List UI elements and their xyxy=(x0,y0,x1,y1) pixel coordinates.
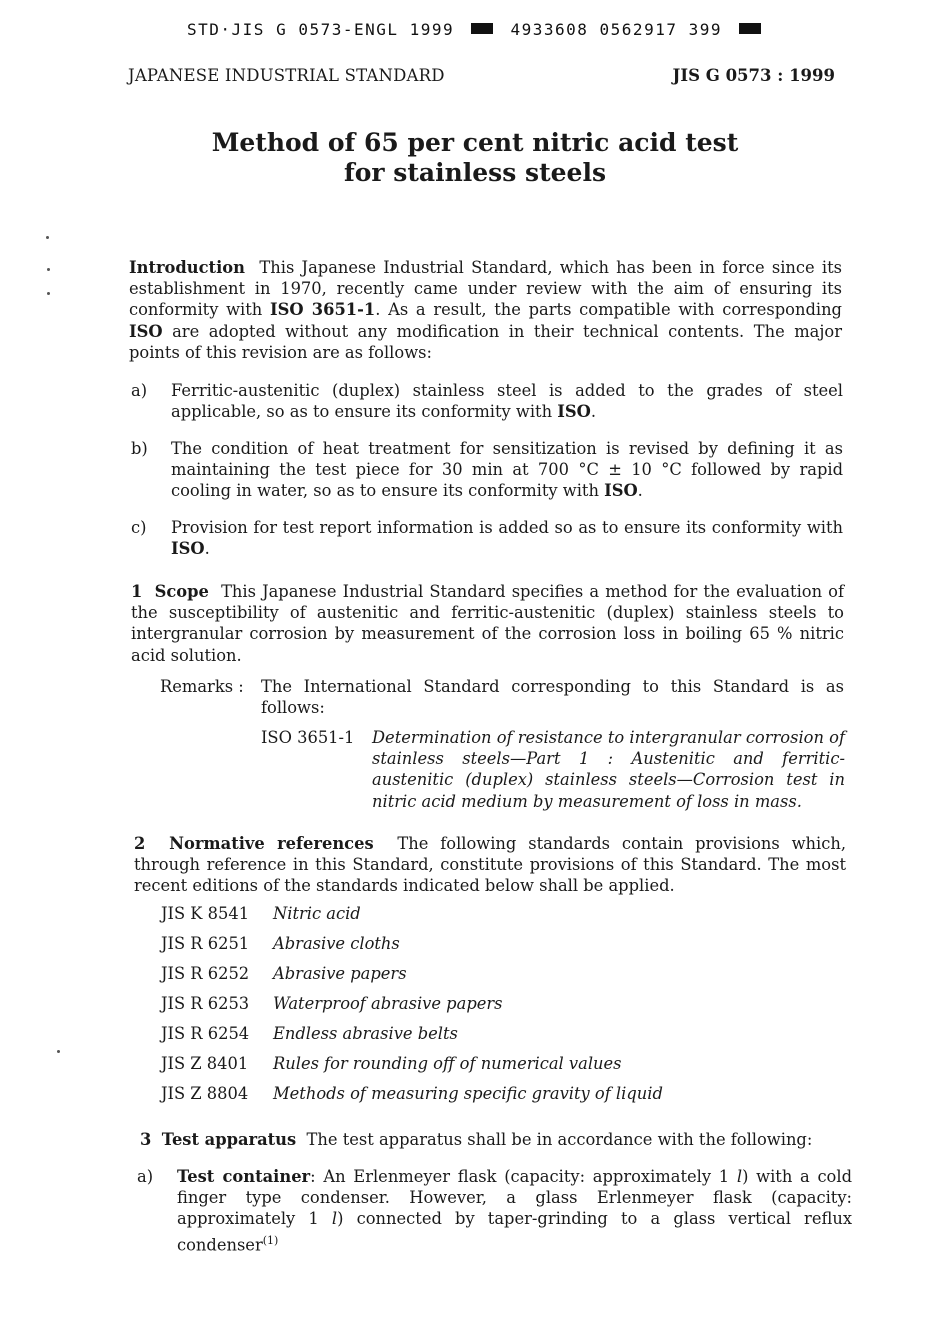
header-standard-number: JIS G 0573 : 1999 xyxy=(672,66,835,85)
intro-iso: ISO xyxy=(129,321,163,341)
ref-code: JIS Z 8804 xyxy=(161,1084,249,1103)
intro-text-3: are adopted without any modification in their technical contents. The major points of this revision are as follows: xyxy=(129,321,842,362)
normative-number: 2 xyxy=(134,834,146,853)
revision-label: b) xyxy=(131,439,148,458)
ref-code: JIS K 8541 xyxy=(161,904,250,923)
revision-tail: . xyxy=(637,481,643,501)
revision-body: Provision for test report information is added so as to ensure its conformity with xyxy=(171,518,843,537)
ref-code: JIS R 6251 xyxy=(161,934,250,953)
apparatus-item-body-1: : An Erlenmeyer flask (capacity: approximately 1 xyxy=(310,1167,737,1186)
remarks-text: The International Standard corresponding to this Standard is as follows: xyxy=(261,677,844,718)
apparatus-text: The test apparatus shall be in accordance with the following: xyxy=(306,1130,813,1149)
unit-litre: l xyxy=(331,1209,338,1229)
footnote-marker: (1) xyxy=(262,1233,279,1247)
doc-stamp xyxy=(187,20,777,39)
ref-code: JIS R 6253 xyxy=(161,994,250,1013)
revision-body: The condition of heat treatment for sensitization is revised by defining it as maintaining the test piece for 30 min at 700 °C ± 10 °C followed by rapid cooling in water, so as to ensure its conformity with xyxy=(171,439,843,501)
revision-item-a xyxy=(131,380,843,424)
introduction-paragraph xyxy=(129,257,842,363)
revision-iso: ISO xyxy=(171,539,205,559)
apparatus-item-a xyxy=(137,1166,853,1255)
revision-text xyxy=(171,517,843,559)
apparatus-item-heading: Test container xyxy=(177,1167,311,1186)
revision-item-b xyxy=(131,438,843,504)
apparatus-paragraph xyxy=(140,1129,852,1150)
introduction-heading: Introduction xyxy=(129,258,245,277)
scope-paragraph xyxy=(131,581,844,666)
revision-iso: ISO xyxy=(604,481,638,501)
iso-code: ISO 3651-1 xyxy=(261,728,355,747)
intro-iso-ref: ISO 3651-1 xyxy=(270,300,376,320)
ref-title: Methods of measuring specific gravity of liquid xyxy=(273,1084,663,1103)
ref-title: Rules for rounding off of numerical values xyxy=(273,1054,622,1073)
intro-text-2: . As a result, the parts compatible with corresponding xyxy=(375,300,842,320)
scan-speck xyxy=(46,236,49,239)
scope-heading: Scope xyxy=(154,582,209,601)
revision-item-c xyxy=(131,517,843,561)
ref-title: Waterproof abrasive papers xyxy=(273,994,503,1013)
apparatus-item-body-2: ) with a cold finger type condenser. However, a glass Erlenmeyer flask (capacity: approximately 1 xyxy=(177,1167,852,1229)
scan-speck xyxy=(47,268,50,271)
revision-iso: ISO xyxy=(557,402,591,422)
stamp-bar-end xyxy=(739,23,761,34)
unit-litre: l xyxy=(736,1167,743,1186)
normative-heading: Normative references xyxy=(169,834,374,853)
revision-label: c) xyxy=(131,518,147,537)
revision-tail: . xyxy=(204,539,210,559)
header-standard-name: JAPANESE INDUSTRIAL STANDARD xyxy=(128,66,445,85)
scope-text: This Japanese Industrial Standard specifies a method for the evaluation of the susceptibility of austenitic and ferritic-austenitic (duplex) stainless steels to intergranular corrosion by measurement of the corrosion loss in boiling 65 % nitric acid solution. xyxy=(131,582,845,665)
ref-title: Abrasive papers xyxy=(273,964,407,983)
revision-text xyxy=(171,380,843,422)
scan-speck xyxy=(47,292,50,295)
apparatus-number: 3 xyxy=(140,1130,152,1149)
page-title xyxy=(0,128,950,188)
remarks-label: Remarks : xyxy=(160,677,244,696)
revision-text xyxy=(171,438,843,502)
apparatus-item-text xyxy=(177,1166,852,1255)
ref-code: JIS Z 8401 xyxy=(161,1054,249,1073)
normative-text: The following standards contain provisions which, through reference in this Standard, constitute provisions of this Standard. The most recent editions of the standards indicated below shall be applied. xyxy=(134,834,847,896)
title-line-1: Method of 65 per cent nitric acid test xyxy=(211,128,739,157)
ref-title: Endless abrasive belts xyxy=(273,1024,458,1043)
iso-title-text: Determination of resistance to intergranular corrosion of stainless steels—Part 1 : Austenitic and ferritic-austenitic (duplex) stainless steels—Corrosion test in nitric acid medium by measurement of loss in mass. xyxy=(372,728,845,811)
title-line-2: for stainless steels xyxy=(343,158,607,187)
apparatus-heading: Test apparatus xyxy=(161,1130,297,1149)
revision-label: a) xyxy=(131,381,148,400)
ref-title: Nitric acid xyxy=(273,904,361,923)
revision-tail: . xyxy=(590,402,597,422)
normative-paragraph xyxy=(134,833,846,897)
stamp-left: STD·JIS G 0573-ENGL 1999 xyxy=(187,20,455,39)
intro-text-1: This Japanese Industrial Standard, which has been in force since its establishment in 1970, recently came under review with the aim of ensuring its conformity with xyxy=(129,258,842,320)
ref-code: JIS R 6252 xyxy=(161,964,250,983)
apparatus-item-body-3: ) connected by taper-grinding to a glass vertical reflux condenser xyxy=(177,1209,853,1255)
iso-title xyxy=(372,727,845,812)
scan-speck xyxy=(57,1050,60,1053)
apparatus-item-label: a) xyxy=(137,1167,154,1186)
scope-number: 1 xyxy=(131,582,143,601)
stamp-right: 4933608 0562917 399 xyxy=(510,20,722,39)
revision-body: Ferritic-austenitic (duplex) stainless steel is added to the grades of steel applicable, so as to ensure its conformity with xyxy=(171,381,843,422)
stamp-bar xyxy=(471,23,493,34)
ref-title: Abrasive cloths xyxy=(273,934,400,953)
ref-code: JIS R 6254 xyxy=(161,1024,250,1043)
